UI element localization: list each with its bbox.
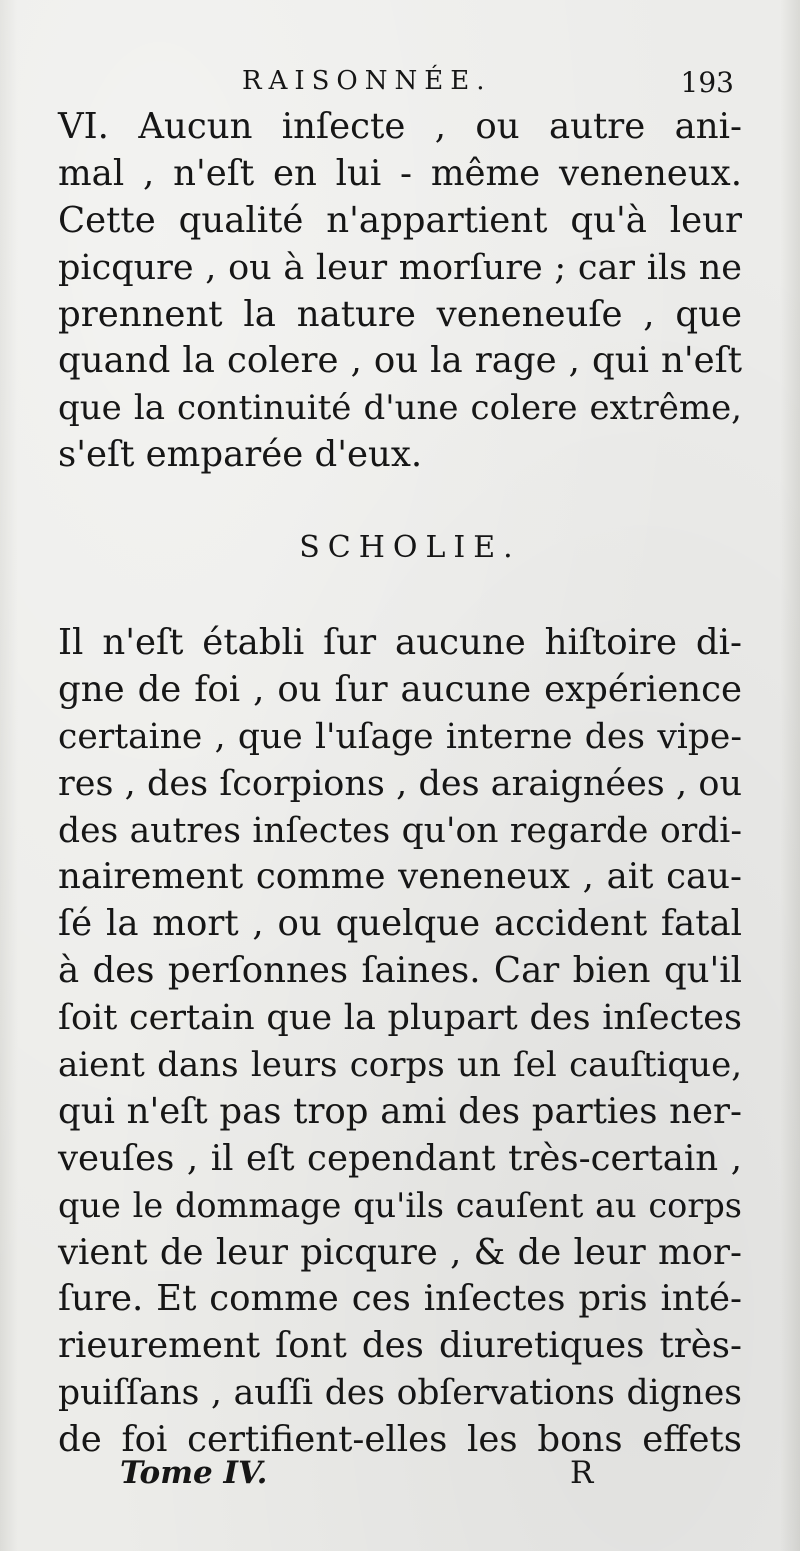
text-line: de foi certifient-elles les bons effets xyxy=(58,1419,742,1461)
text-line: picqure , ou à leur morſure ; car ils ne xyxy=(58,247,742,288)
text-line: vient de leur picqure , & de leur mor- xyxy=(58,1231,742,1273)
text-line: VI. Aucun inſecte , ou autre ani- xyxy=(58,106,742,147)
text-line: s'eſt emparée d'eux. xyxy=(58,434,423,476)
text-line: ſure. Et comme ces inſectes pris inté- xyxy=(58,1278,742,1320)
text-line: rieurement ſont des diuretiques très- xyxy=(58,1325,742,1367)
text-line: que le dommage qu'ils cauſent au corps xyxy=(58,1185,742,1225)
text-line: quand la colere , ou la rage , qui n'eſt xyxy=(58,340,742,382)
text-line: puiſſans , auſſi des obſervations dignes xyxy=(58,1373,742,1414)
page-footer xyxy=(120,1455,620,1505)
text-line: Il n'eſt établi ſur aucune hiſtoire di- xyxy=(58,622,742,663)
text-line: gne de foi , ou ſur aucune expérience xyxy=(58,668,742,710)
paragraph-scholie xyxy=(58,620,742,1464)
text-line: veuſes , il eſt cependant très-certain , xyxy=(58,1137,742,1179)
text-line: mal , n'eſt en lui - même veneneux. xyxy=(58,152,742,194)
text-line: prennent la nature veneneuſe , que xyxy=(58,293,742,335)
text-line: res , des ſcorpions , des araignées , ou xyxy=(58,763,742,804)
paragraph-vi xyxy=(58,104,742,479)
text-line: qui n'eſt pas trop ami des parties ner- xyxy=(58,1090,742,1132)
text-line: aient dans leurs corps un ſel cauſtique, xyxy=(58,1045,742,1086)
text-line: des autres inſectes qu'on regarde ordi- xyxy=(58,810,742,851)
text-line: nairement comme veneneux , ait cau- xyxy=(58,856,742,898)
running-head: RAISONNÉE. xyxy=(242,66,492,96)
page-number: 193 xyxy=(680,66,734,99)
text-line: ſé la mort , ou quelque accident fatal xyxy=(58,903,742,945)
text-line: que la continuité d'une colere extrême, xyxy=(58,388,742,429)
volume-signature: Tome IV. xyxy=(120,1455,268,1491)
gathering-mark: R xyxy=(570,1455,594,1491)
section-title: SCHOLIE. xyxy=(299,530,521,565)
text-line: à des perſonnes ſaines. Car bien qu'il xyxy=(58,950,742,992)
page-header xyxy=(60,66,740,106)
text-line: Cette qualité n'appartient qu'à leur xyxy=(58,199,742,241)
text-line: certaine , que l'uſage interne des vipe- xyxy=(58,716,742,757)
text-line: ſoit certain que la plupart des inſectes xyxy=(58,998,742,1039)
